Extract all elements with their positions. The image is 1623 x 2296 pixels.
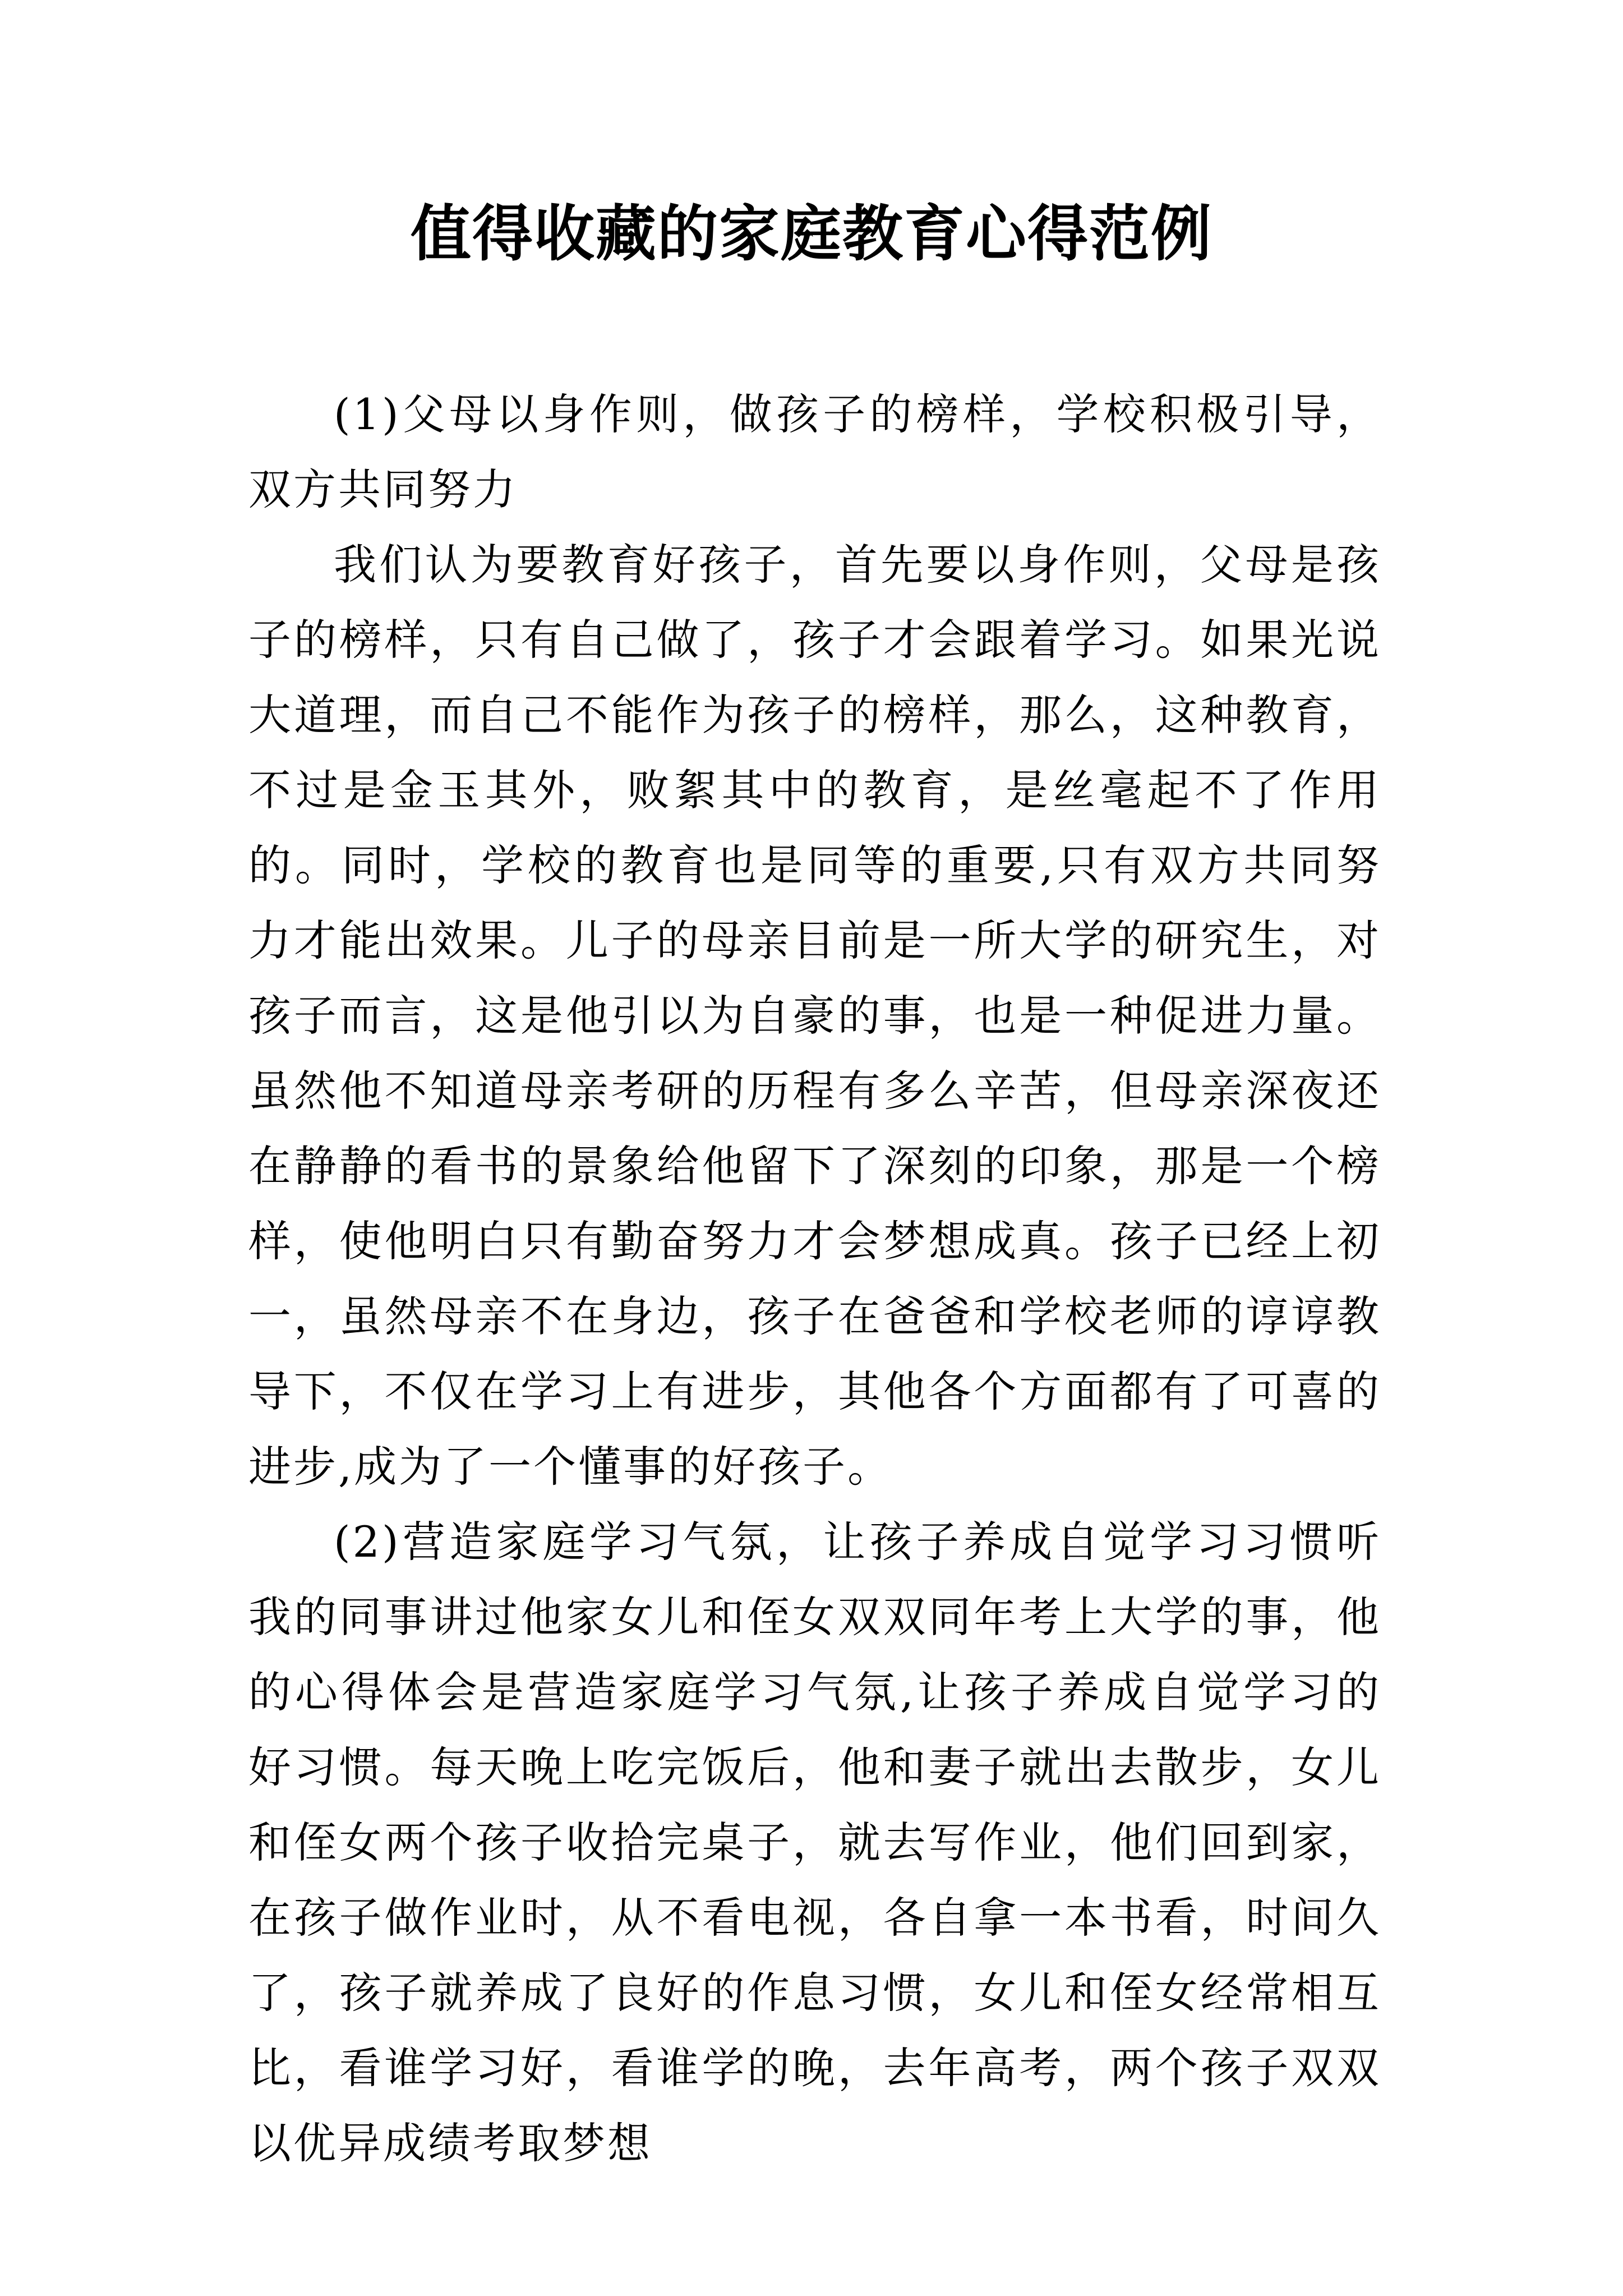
paragraph-2: 我们认为要教育好孩子，首先要以身作则，父母是孩子的榜样，只有自己做了，孩子才会跟着学习。如果光说大道理，而自己不能作为孩子的榜样，那么，这种教育，不过是金玉其外，败絮其中的教育，是丝毫起不了作用的。同时，学校的教育也是同等的重要,只有双方共同努力才能出效果。儿子的母亲目前是一所大学的研究生，对孩子而言，这是他引以为自豪的事，也是一种促进力量。虽然他不知道母亲考研的历程有多么辛苦，但母亲深夜还在静静的看书的景象给他留下了深刻的印象，那是一个榜样，使他明白只有勤奋努力才会梦想成真。孩子已经上初一，虽然母亲不在身边，孩子在爸爸和学校老师的谆谆教导下，不仅在学习上有进步，其他各个方面都有了可喜的进步,成为了一个懂事的好孩子。 [248, 540, 1381, 1492]
document-title: 值得收藏的家庭教育心得范例 [410, 199, 1212, 269]
paragraph-1: (1)父母以身作则，做孩子的榜样，学校积极引导，双方共同努力 [248, 389, 1381, 514]
paragraph-3: (2)营造家庭学习气氛，让孩子养成自觉学习习惯听我的同事讲过他家女儿和侄女双双同年考上大学的事，他的心得体会是营造家庭学习气氛,让孩子养成自觉学习的好习惯。每天晚上吃完饭后，他和妻子就出去散步，女儿和侄女两个孩子收拾完桌子，就去写作业，他们回到家，在孩子做作业时，从不看电视，各自拿一本书看，时间久了，孩子就养成了良好的作息习惯，女儿和侄女经常相互比，看谁学习好，看谁学的晚，去年高考，两个孩子双双以优异成绩考取梦想 [248, 1517, 1381, 2168]
document-body [248, 377, 1381, 2181]
